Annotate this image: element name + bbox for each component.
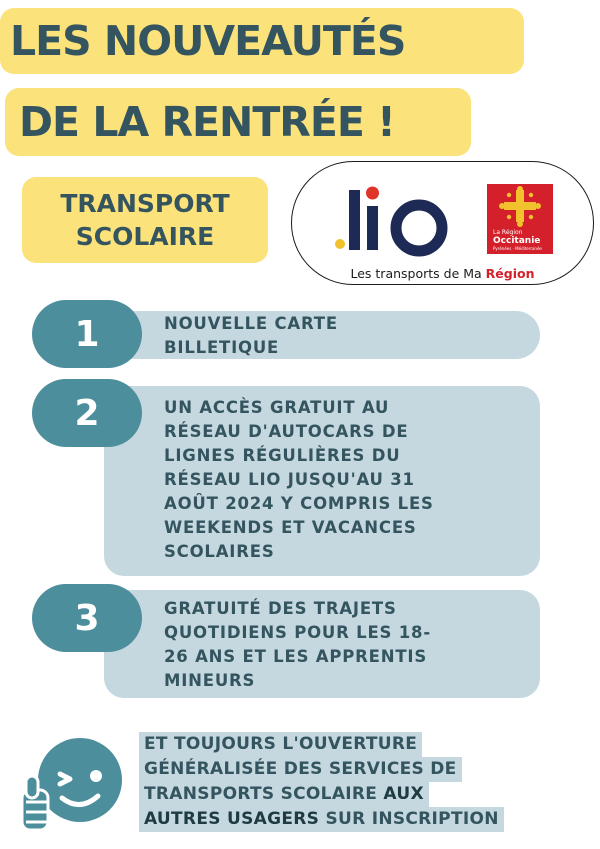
item-1-line-1: NOUVELLE CARTE xyxy=(164,314,338,333)
item-2-line-7: SCOLAIRES xyxy=(164,542,275,561)
footer-line-4a: AUTRES USAGERS xyxy=(144,809,326,829)
region-name: Occitanie xyxy=(493,236,541,246)
item-number-3: 3 xyxy=(32,584,142,652)
item-2-line-6: WEEKENDS ET VACANCES xyxy=(164,518,417,537)
footer-line-3a: TRANSPORTS SCOLAIRE xyxy=(144,784,384,804)
region-label-small: La Région xyxy=(493,229,523,236)
item-number-1: 1 xyxy=(32,300,142,368)
item-2-line-5: AOÛT 2024 Y COMPRIS LES xyxy=(164,494,434,513)
subtitle-line-2: SCOLAIRE xyxy=(75,222,215,251)
logo-caption xyxy=(292,266,593,281)
region-sub: Pyrénées · Méditerranée xyxy=(493,246,542,251)
item-1-line-2: BILLETIQUE xyxy=(164,338,280,357)
item-text-1 xyxy=(164,312,338,360)
item-3-line-1: GRATUITÉ DES TRAJETS xyxy=(164,599,397,618)
footer-line-1: ET TOUJOURS L'OUVERTURE xyxy=(139,732,422,757)
footer-note xyxy=(139,732,566,832)
lio-logo xyxy=(332,180,472,258)
winking-thumbs-up-icon xyxy=(18,736,128,836)
item-number-2: 2 xyxy=(32,379,142,447)
item-2-line-2: RÉSEAU D'AUTOCARS DE xyxy=(164,422,409,441)
subtitle-badge xyxy=(22,177,268,263)
title-line-1: LES NOUVEAUTÉS xyxy=(0,8,524,74)
occitan-cross-icon xyxy=(487,184,553,228)
item-text-3 xyxy=(164,597,431,693)
footer-line-2: GÉNÉRALISÉE DES SERVICES DE xyxy=(139,757,462,782)
item-text-2 xyxy=(164,396,434,564)
item-3-line-2: QUOTIDIENS POUR LES 18- xyxy=(164,623,431,642)
title-line-2: DE LA RENTRÉE ! xyxy=(5,88,471,156)
footer-line-4 xyxy=(139,807,504,832)
item-2-line-1: UN ACCÈS GRATUIT AU xyxy=(164,398,390,417)
footer-line-3b: AUX xyxy=(383,784,424,804)
item-3-line-4: MINEURS xyxy=(164,671,256,690)
item-3-line-3: 26 ANS ET LES APPRENTIS xyxy=(164,647,428,666)
item-2-line-3: LIGNES RÉGULIÈRES DU xyxy=(164,446,401,465)
occitanie-logo xyxy=(487,184,553,254)
caption-highlight: Région xyxy=(485,266,535,281)
footer-line-3 xyxy=(139,782,429,807)
caption-prefix: Les transports de Ma xyxy=(350,266,486,281)
item-2-line-4: RÉSEAU LIO JUSQU'AU 31 xyxy=(164,470,415,489)
footer-line-4b: SUR INSCRIPTION xyxy=(325,809,499,829)
subtitle-line-1: TRANSPORT xyxy=(60,189,230,218)
logo-panel xyxy=(291,161,594,285)
